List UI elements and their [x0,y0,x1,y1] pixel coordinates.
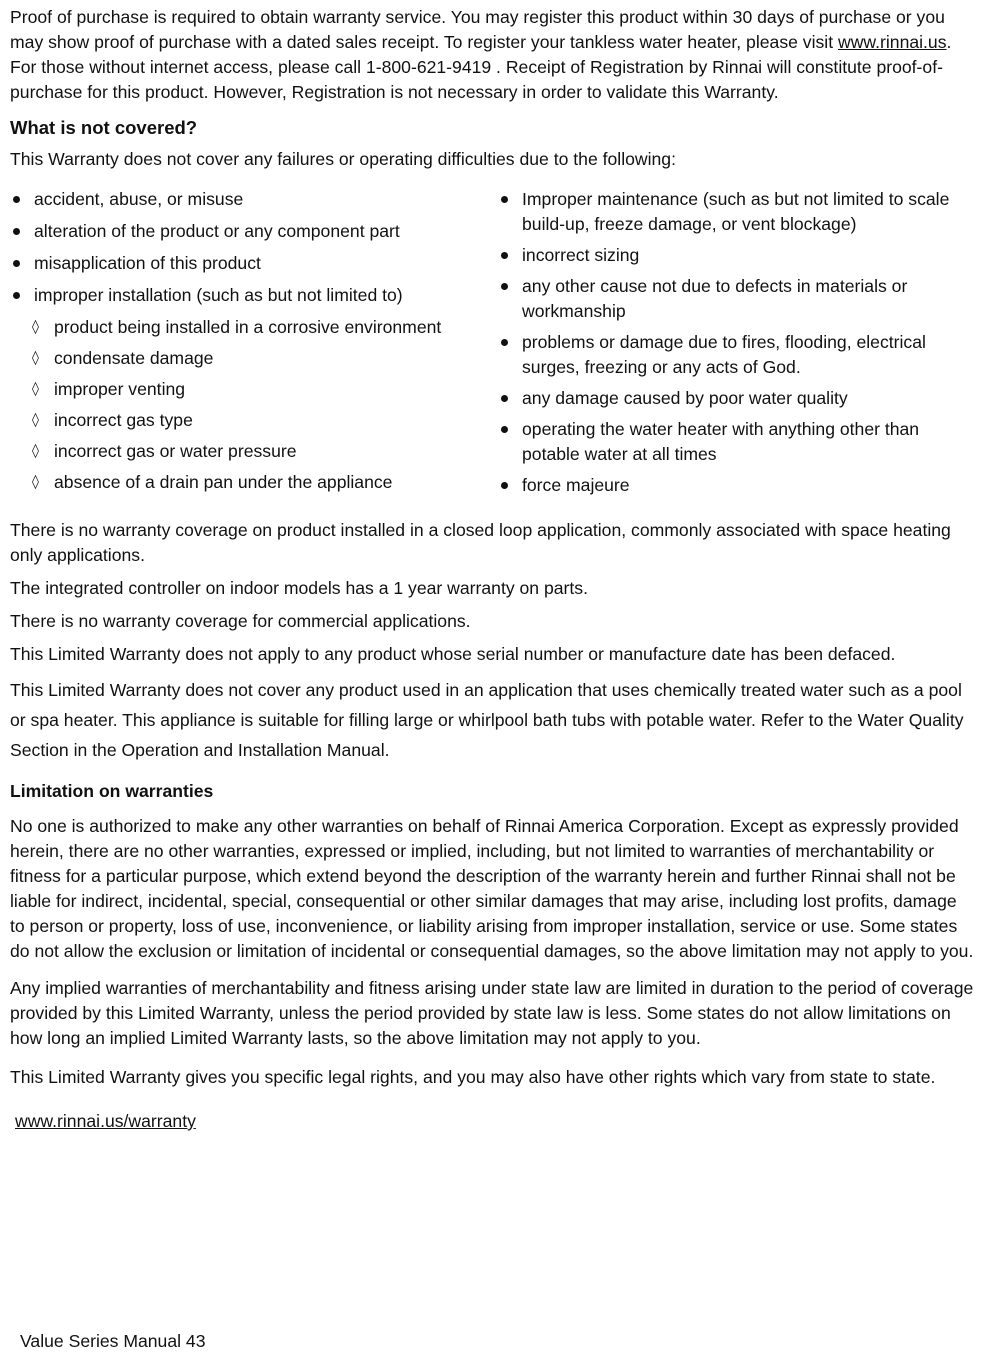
commercial-paragraph: There is no warranty coverage for commercial applications. [10,611,471,631]
chemically-treated-water-paragraph: This Limited Warranty does not cover any product used in an application that uses chemically treated water such as a pool or spa heater. This appliance is suitable for filling large or whirlpool bath tubs with potable water. Refer to the Water Quality Section in the Operation and Installation Manual. [10,680,964,760]
sub-item-text: incorrect gas or water pressure [54,441,297,461]
limitation-paragraph: No one is authorized to make any other warranties on behalf of Rinnai America Corporation. Except as expressly provided herein, there are no other warranties, expressed or implied, including, but not limited to warranties of merchantability or fitness for a particular purpose, which extend beyond the description of the warranty herein and further Rinnai shall not be liable for indirect, incidental, special, consequential or other similar damages that may arise, including lost profits, damage to person or property, loss of use, inconvenience, or liability arising from improper installation, service or use. Some states do not allow the exclusion or limitation of incidental or consequential damages, so the above limitation may not apply to you. [10,816,974,961]
sub-item-text: incorrect gas type [54,410,193,430]
legal-rights-paragraph: This Limited Warranty gives you specific legal rights, and you may also have other rights which vary from state to state. [10,1067,936,1087]
controller-paragraph: The integrated controller on indoor models has a 1 year warranty on parts. [10,578,588,598]
rinnai-website-link[interactable]: www.rinnai.us [837,32,947,52]
installation-sub-item [10,439,498,464]
exclusions-left-column [10,187,498,501]
exclusions-columns [10,187,975,504]
sub-item-text: product being installed in a corrosive environment [54,317,442,337]
installation-sub-item [10,315,498,340]
installation-sub-list [10,315,498,495]
warranty-website-link[interactable]: www.rinnai.us/warranty [15,1111,196,1131]
diamond-icon: ◊ [32,412,39,428]
footer-link-row [15,1109,975,1134]
installation-sub-item [10,470,498,495]
sub-item-text: absence of a drain pan under the appliance [54,472,393,492]
exclusion-item: improper installation (such as but not limited to) [10,283,498,308]
diamond-icon: ◊ [32,443,39,459]
limitation-heading: Limitation on warranties [10,781,214,801]
intro-text-before: Proof of purchase is required to obtain warranty service. You may register this product within 30 days of purchase or you may show proof of purchase with a dated sales receipt. To register your tankless water heater, please visit [10,7,945,52]
exclusion-item: accident, abuse, or misuse [10,187,498,212]
page-footer: Value Series Manual 43 [20,1331,206,1351]
serial-number-paragraph: This Limited Warranty does not apply to any product whose serial number or manufacture date has been defaced. [10,644,896,664]
installation-sub-item [10,346,498,371]
diamond-icon: ◊ [32,474,39,490]
diamond-icon: ◊ [32,319,39,335]
exclusion-item: operating the water heater with anything other than potable water at all times [498,417,975,467]
implied-warranties-paragraph: Any implied warranties of merchantability and fitness arising under state law are limited in duration to the period of coverage provided by this Limited Warranty, unless the period provided by state law is less. Some states do not allow limitations on how long an implied Limited Warranty lasts, so the above limitation may not apply to you. [10,978,974,1048]
diamond-icon: ◊ [32,381,39,397]
sub-item-text: condensate damage [54,348,214,368]
coverage-notes [10,518,975,765]
diamond-icon: ◊ [32,350,39,366]
exclusion-item: Improper maintenance (such as but not limited to scale build-up, freeze damage, or vent blockage) [498,187,975,237]
closed-loop-paragraph: There is no warranty coverage on product installed in a closed loop application, commonly associated with space heating only applications. [10,520,951,565]
proof-of-purchase-paragraph [10,5,975,105]
exclusion-item: misapplication of this product [10,251,498,276]
sub-item-text: improper venting [54,379,186,399]
installation-sub-item [10,408,498,433]
exclusion-item: alteration of the product or any component part [10,219,498,244]
intro-text-after: . For those without internet access, please call 1-800-621-9419 . Receipt of Registration by Rinnai will constitute proof-of-purchase for this product. However, Registration is not necessary in order to validate this Warranty. [10,32,952,102]
installation-sub-item [10,377,498,402]
exclusion-item: any other cause not due to defects in materials or workmanship [498,274,975,324]
exclusion-item: incorrect sizing [498,243,975,268]
exclusion-item: any damage caused by poor water quality [498,386,975,411]
document-page [10,5,975,1134]
exclusions-right-column [498,187,975,504]
not-covered-heading: What is not covered? [10,117,198,138]
exclusion-item: problems or damage due to fires, flooding, electrical surges, freezing or any acts of God. [498,330,975,380]
exclusion-item: force majeure [498,473,975,498]
not-covered-lead: This Warranty does not cover any failures or operating difficulties due to the following: [10,149,676,169]
